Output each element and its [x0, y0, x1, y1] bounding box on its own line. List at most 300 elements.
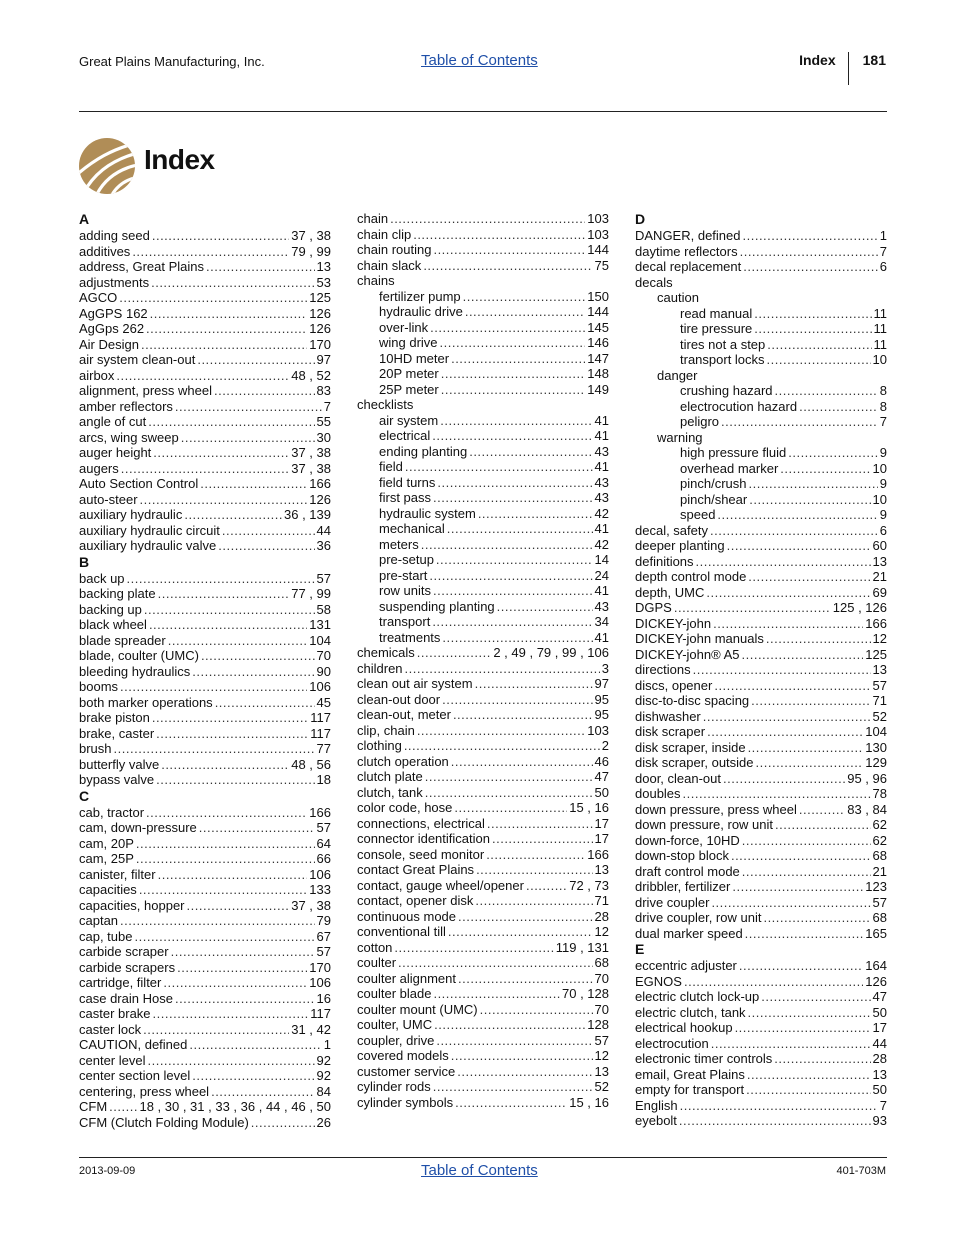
index-page-ref[interactable]: 104: [309, 632, 331, 648]
index-entry[interactable]: [635, 538, 887, 554]
index-page-ref[interactable]: 43: [594, 443, 609, 459]
index-entry[interactable]: [635, 1113, 887, 1129]
index-page-ref[interactable]: 37 , 38: [291, 228, 331, 243]
index-page-ref[interactable]: 70: [594, 1001, 609, 1017]
index-page-ref[interactable]: 95: [594, 707, 609, 722]
index-page-ref[interactable]: 12: [872, 631, 887, 646]
index-entry[interactable]: [79, 1068, 331, 1084]
index-page-ref[interactable]: 126: [309, 305, 331, 321]
index-page-ref[interactable]: 2 , 49 , 79 , 99 , 106: [493, 645, 609, 660]
index-page-ref[interactable]: 41: [594, 412, 609, 428]
index-page-ref[interactable]: 28: [594, 908, 609, 924]
index-page-ref[interactable]: 1: [879, 228, 887, 243]
index-page-ref[interactable]: 123: [865, 879, 887, 894]
index-entry[interactable]: [357, 986, 609, 1002]
index-page-ref[interactable]: 119 , 131: [555, 939, 609, 955]
index-entry[interactable]: [79, 664, 331, 680]
index-page-ref[interactable]: 166: [309, 476, 331, 491]
index-page-ref[interactable]: 133: [309, 882, 331, 897]
index-page-ref[interactable]: 41: [594, 629, 609, 645]
index-page-ref[interactable]: 41: [594, 583, 609, 598]
index-entry[interactable]: [635, 693, 887, 709]
index-page-ref[interactable]: 70: [316, 648, 331, 663]
index-page-ref[interactable]: 44: [872, 1035, 887, 1051]
index-entry[interactable]: [357, 955, 609, 971]
index-entry[interactable]: [635, 989, 887, 1005]
index-entry[interactable]: [635, 399, 887, 415]
index-page-ref[interactable]: 48 , 56: [291, 756, 331, 772]
index-entry[interactable]: [79, 1084, 331, 1100]
index-page-ref[interactable]: 7: [879, 243, 887, 259]
index-page-ref[interactable]: 97: [594, 676, 609, 691]
index-page-ref[interactable]: 24: [594, 567, 609, 583]
index-entry[interactable]: [635, 771, 887, 787]
index-entry[interactable]: [357, 382, 609, 398]
index-page-ref[interactable]: 78: [872, 786, 887, 801]
index-page-ref[interactable]: 37 , 38: [291, 460, 331, 476]
index-entry[interactable]: [635, 445, 887, 461]
index-page-ref[interactable]: 10: [872, 352, 887, 367]
index-page-ref[interactable]: 72 , 73: [569, 877, 609, 893]
index-entry[interactable]: [635, 1067, 887, 1083]
index-entry[interactable]: [357, 816, 609, 832]
index-entry[interactable]: [635, 786, 887, 802]
index-entry[interactable]: [357, 785, 609, 801]
index-entry[interactable]: [79, 586, 331, 602]
index-page-ref[interactable]: 128: [587, 1017, 609, 1032]
index-page-ref[interactable]: 15 , 16: [569, 1094, 609, 1110]
index-page-ref[interactable]: 144: [587, 242, 609, 257]
index-entry[interactable]: [357, 847, 609, 863]
index-entry[interactable]: [357, 676, 609, 692]
index-page-ref[interactable]: 125: [865, 646, 887, 662]
index-entry[interactable]: [357, 630, 609, 646]
index-page-ref[interactable]: 44: [316, 522, 331, 538]
index-entry[interactable]: [357, 599, 609, 615]
index-page-ref[interactable]: 47: [872, 989, 887, 1004]
index-entry[interactable]: [635, 662, 887, 678]
index-page-ref[interactable]: 106: [309, 975, 331, 990]
index-page-ref[interactable]: 13: [594, 862, 609, 877]
index-entry[interactable]: [79, 523, 331, 539]
index-entry[interactable]: [635, 724, 887, 740]
index-entry[interactable]: [635, 461, 887, 477]
index-page-ref[interactable]: 79 , 99: [291, 243, 331, 259]
index-entry[interactable]: [79, 929, 331, 945]
index-entry[interactable]: [357, 878, 609, 894]
index-entry[interactable]: [79, 476, 331, 492]
index-page-ref[interactable]: 70: [594, 970, 609, 986]
index-page-ref[interactable]: 18: [316, 772, 331, 787]
index-page-ref[interactable]: 52: [872, 708, 887, 724]
index-page-ref[interactable]: 16: [316, 990, 331, 1006]
index-page-ref[interactable]: 146: [587, 335, 609, 350]
index-page-ref[interactable]: 28: [872, 1051, 887, 1066]
index-page-ref[interactable]: 8: [879, 398, 887, 414]
index-entry[interactable]: [357, 1002, 609, 1018]
index-entry[interactable]: [357, 475, 609, 491]
index-page-ref[interactable]: 50: [872, 1082, 887, 1097]
index-page-ref[interactable]: 36: [316, 538, 331, 553]
index-entry[interactable]: [635, 709, 887, 725]
index-entry[interactable]: [79, 1099, 331, 1115]
index-page-ref[interactable]: 67: [316, 928, 331, 944]
index-page-ref[interactable]: 42: [594, 536, 609, 552]
index-entry[interactable]: [79, 913, 331, 929]
index-page-ref[interactable]: 43: [594, 474, 609, 490]
index-page-ref[interactable]: 41: [594, 459, 609, 474]
index-entry[interactable]: [357, 506, 609, 522]
index-page-ref[interactable]: 31 , 42: [291, 1021, 331, 1037]
index-page-ref[interactable]: 129: [865, 755, 887, 770]
index-entry[interactable]: [357, 738, 609, 754]
index-entry[interactable]: [79, 695, 331, 711]
index-page-ref[interactable]: 3: [601, 660, 609, 676]
index-entry[interactable]: [357, 258, 609, 274]
toc-link-header[interactable]: Table of Contents: [421, 52, 538, 69]
index-page-ref[interactable]: 117: [310, 1006, 331, 1021]
index-entry[interactable]: [635, 337, 887, 353]
index-page-ref[interactable]: 75: [594, 257, 609, 273]
index-page-ref[interactable]: 10: [872, 460, 887, 476]
index-entry[interactable]: [357, 490, 609, 506]
index-entry[interactable]: [635, 910, 887, 926]
index-entry[interactable]: [357, 909, 609, 925]
index-page-ref[interactable]: 60: [872, 538, 887, 553]
index-entry[interactable]: [79, 414, 331, 430]
index-page-ref[interactable]: 45: [316, 694, 331, 710]
index-entry[interactable]: [79, 602, 331, 618]
index-page-ref[interactable]: 13: [872, 1066, 887, 1082]
index-page-ref[interactable]: 37 , 38: [291, 445, 331, 460]
index-page-ref[interactable]: 103: [587, 722, 609, 738]
index-entry[interactable]: [357, 754, 609, 770]
index-entry[interactable]: [635, 523, 887, 539]
index-entry[interactable]: [635, 1098, 887, 1114]
index-page-ref[interactable]: 166: [865, 615, 887, 631]
index-entry[interactable]: [357, 614, 609, 630]
index-page-ref[interactable]: 30: [316, 429, 331, 445]
index-page-ref[interactable]: 131: [309, 617, 331, 632]
index-entry[interactable]: [635, 833, 887, 849]
index-entry[interactable]: [357, 289, 609, 305]
index-entry[interactable]: [357, 1048, 609, 1064]
index-page-ref[interactable]: 57: [594, 1032, 609, 1048]
index-page-ref[interactable]: 57: [316, 820, 331, 835]
index-entry[interactable]: [79, 1115, 331, 1131]
index-entry[interactable]: [635, 244, 887, 260]
index-entry[interactable]: [357, 862, 609, 878]
index-page-ref[interactable]: 36 , 139: [284, 507, 331, 522]
index-page-ref[interactable]: 26: [316, 1114, 331, 1130]
index-page-ref[interactable]: 1: [323, 1037, 331, 1052]
index-entry[interactable]: [635, 958, 887, 974]
index-entry[interactable]: [635, 755, 887, 771]
index-page-ref[interactable]: 68: [872, 848, 887, 863]
index-page-ref[interactable]: 70 , 128: [562, 986, 609, 1001]
index-page-ref[interactable]: 71: [594, 893, 609, 908]
index-entry[interactable]: [357, 552, 609, 568]
index-page-ref[interactable]: 83 , 84: [847, 801, 887, 817]
index-page-ref[interactable]: 170: [309, 336, 331, 352]
index-page-ref[interactable]: 6: [879, 259, 887, 274]
index-entry[interactable]: [79, 368, 331, 384]
index-entry[interactable]: [79, 741, 331, 757]
index-page-ref[interactable]: 103: [587, 211, 609, 226]
index-entry[interactable]: [79, 507, 331, 523]
index-page-ref[interactable]: 6: [879, 522, 887, 538]
index-page-ref[interactable]: 57: [316, 944, 331, 959]
index-page-ref[interactable]: 12: [594, 924, 609, 939]
index-page-ref[interactable]: 104: [865, 724, 887, 739]
index-page-ref[interactable]: 71: [872, 693, 887, 708]
index-entry[interactable]: [79, 898, 331, 914]
index-entry[interactable]: [79, 648, 331, 664]
index-entry[interactable]: [79, 306, 331, 322]
index-entry[interactable]: [79, 430, 331, 446]
index-entry[interactable]: [79, 399, 331, 415]
index-page-ref[interactable]: 34: [594, 614, 609, 629]
index-page-ref[interactable]: 57: [872, 894, 887, 910]
index-entry[interactable]: [635, 259, 887, 275]
index-entry[interactable]: [79, 383, 331, 399]
index-page-ref[interactable]: 50: [872, 1004, 887, 1020]
index-page-ref[interactable]: 10: [872, 491, 887, 507]
index-entry[interactable]: [357, 723, 609, 739]
index-entry[interactable]: [357, 769, 609, 785]
index-entry[interactable]: [79, 321, 331, 337]
index-entry[interactable]: [635, 228, 887, 244]
index-entry[interactable]: [357, 459, 609, 475]
index-entry[interactable]: [635, 740, 887, 756]
index-entry[interactable]: [79, 805, 331, 821]
index-entry[interactable]: [635, 306, 887, 322]
index-page-ref[interactable]: 2: [601, 738, 609, 753]
index-page-ref[interactable]: 46: [594, 753, 609, 769]
index-entry[interactable]: [635, 585, 887, 601]
index-page-ref[interactable]: 48 , 52: [291, 367, 331, 383]
index-entry[interactable]: [79, 571, 331, 587]
index-page-ref[interactable]: 84: [316, 1083, 331, 1099]
index-entry[interactable]: [79, 259, 331, 275]
index-entry[interactable]: [635, 864, 887, 880]
index-entry[interactable]: [635, 600, 887, 616]
index-page-ref[interactable]: 147: [587, 350, 609, 366]
index-entry[interactable]: [79, 820, 331, 836]
index-page-ref[interactable]: 17: [594, 815, 609, 831]
index-page-ref[interactable]: 144: [587, 304, 609, 319]
index-page-ref[interactable]: 126: [309, 491, 331, 507]
index-page-ref[interactable]: 150: [587, 288, 609, 304]
index-entry[interactable]: [79, 851, 331, 867]
index-page-ref[interactable]: 106: [309, 866, 331, 882]
index-entry[interactable]: [357, 831, 609, 847]
index-page-ref[interactable]: 37 , 38: [291, 897, 331, 913]
index-page-ref[interactable]: 57: [872, 677, 887, 693]
index-entry[interactable]: [635, 817, 887, 833]
index-entry[interactable]: [635, 848, 887, 864]
index-entry[interactable]: [357, 1064, 609, 1080]
index-entry[interactable]: [357, 924, 609, 940]
index-entry[interactable]: [357, 971, 609, 987]
index-entry[interactable]: [635, 1082, 887, 1098]
index-entry[interactable]: [79, 726, 331, 742]
index-page-ref[interactable]: 164: [865, 958, 887, 973]
index-page-ref[interactable]: 68: [872, 910, 887, 925]
index-page-ref[interactable]: 7: [323, 398, 331, 414]
index-entry[interactable]: [357, 893, 609, 909]
index-entry[interactable]: [357, 304, 609, 320]
index-entry[interactable]: [357, 1017, 609, 1033]
index-entry[interactable]: [357, 211, 609, 227]
index-entry[interactable]: [357, 351, 609, 367]
index-page-ref[interactable]: 95 , 96: [847, 770, 887, 786]
index-entry[interactable]: [635, 569, 887, 585]
index-entry[interactable]: [79, 445, 331, 461]
index-entry[interactable]: [357, 692, 609, 708]
index-page-ref[interactable]: 92: [316, 1068, 331, 1083]
index-page-ref[interactable]: 77 , 99: [291, 586, 331, 601]
index-page-ref[interactable]: 68: [594, 955, 609, 970]
index-page-ref[interactable]: 83: [316, 383, 331, 398]
index-entry[interactable]: [79, 836, 331, 852]
index-entry[interactable]: [357, 707, 609, 723]
index-page-ref[interactable]: 125 , 126: [832, 600, 887, 615]
index-page-ref[interactable]: 11: [873, 305, 887, 321]
index-page-ref[interactable]: 11: [873, 336, 887, 352]
index-entry[interactable]: [79, 991, 331, 1007]
index-entry[interactable]: [79, 867, 331, 883]
index-page-ref[interactable]: 62: [872, 832, 887, 848]
index-page-ref[interactable]: 41: [594, 428, 609, 443]
index-entry[interactable]: [357, 940, 609, 956]
index-entry[interactable]: [635, 678, 887, 694]
index-entry[interactable]: [79, 617, 331, 633]
index-page-ref[interactable]: 69: [872, 584, 887, 600]
index-entry[interactable]: [357, 583, 609, 599]
index-entry[interactable]: [357, 320, 609, 336]
index-entry[interactable]: [79, 679, 331, 695]
index-entry[interactable]: [79, 352, 331, 368]
index-page-ref[interactable]: 165: [865, 925, 887, 941]
index-entry[interactable]: [635, 554, 887, 570]
index-page-ref[interactable]: 126: [309, 321, 331, 336]
index-entry[interactable]: [635, 476, 887, 492]
index-page-ref[interactable]: 125: [309, 290, 331, 305]
index-page-ref[interactable]: 12: [594, 1048, 609, 1063]
index-page-ref[interactable]: 47: [594, 769, 609, 784]
index-entry[interactable]: [79, 882, 331, 898]
index-page-ref[interactable]: 7: [879, 1097, 887, 1113]
index-entry[interactable]: [79, 960, 331, 976]
index-page-ref[interactable]: 9: [879, 476, 887, 491]
index-entry[interactable]: [357, 1079, 609, 1095]
index-entry[interactable]: [635, 352, 887, 368]
index-page-ref[interactable]: 93: [872, 1113, 887, 1128]
index-entry[interactable]: [357, 366, 609, 382]
index-page-ref[interactable]: 52: [594, 1079, 609, 1094]
index-entry[interactable]: [79, 1006, 331, 1022]
index-entry[interactable]: [635, 321, 887, 337]
index-entry[interactable]: [79, 944, 331, 960]
index-entry[interactable]: [79, 228, 331, 244]
index-page-ref[interactable]: 66: [316, 851, 331, 866]
index-entry[interactable]: [357, 537, 609, 553]
index-page-ref[interactable]: 95: [594, 691, 609, 707]
index-page-ref[interactable]: 92: [316, 1052, 331, 1068]
index-page-ref[interactable]: 126: [865, 973, 887, 989]
index-page-ref[interactable]: 17: [872, 1020, 887, 1035]
index-entry[interactable]: [79, 337, 331, 353]
index-page-ref[interactable]: 13: [316, 259, 331, 274]
index-page-ref[interactable]: 90: [316, 663, 331, 679]
index-entry[interactable]: [635, 507, 887, 523]
index-entry[interactable]: [79, 290, 331, 306]
index-entry[interactable]: [635, 879, 887, 895]
index-page-ref[interactable]: 64: [316, 835, 331, 851]
index-page-ref[interactable]: 13: [872, 553, 887, 569]
index-page-ref[interactable]: 117: [310, 725, 331, 741]
index-entry[interactable]: [79, 757, 331, 773]
index-page-ref[interactable]: 17: [594, 831, 609, 846]
index-page-ref[interactable]: 130: [865, 739, 887, 755]
index-entry[interactable]: [635, 1036, 887, 1052]
index-page-ref[interactable]: 79: [316, 913, 331, 928]
index-entry[interactable]: [357, 521, 609, 537]
index-entry[interactable]: [79, 975, 331, 991]
index-entry[interactable]: [357, 1033, 609, 1049]
index-page-ref[interactable]: 13: [594, 1063, 609, 1079]
index-page-ref[interactable]: 14: [594, 552, 609, 567]
index-entry[interactable]: [635, 1005, 887, 1021]
index-entry[interactable]: [357, 335, 609, 351]
index-page-ref[interactable]: 15 , 16: [569, 800, 609, 815]
index-entry[interactable]: [79, 461, 331, 477]
index-page-ref[interactable]: 53: [316, 274, 331, 290]
index-entry[interactable]: [79, 244, 331, 260]
index-page-ref[interactable]: 103: [587, 226, 609, 242]
index-page-ref[interactable]: 8: [879, 383, 887, 398]
index-entry[interactable]: [635, 492, 887, 508]
index-entry[interactable]: [635, 1051, 887, 1067]
index-entry[interactable]: [357, 242, 609, 258]
index-entry[interactable]: [79, 275, 331, 291]
index-entry[interactable]: [79, 1037, 331, 1053]
index-entry[interactable]: [79, 1022, 331, 1038]
toc-link-footer[interactable]: Table of Contents: [421, 1162, 538, 1179]
index-page-ref[interactable]: 13: [872, 662, 887, 677]
index-entry[interactable]: [357, 800, 609, 816]
index-entry[interactable]: [635, 1020, 887, 1036]
index-entry[interactable]: [357, 413, 609, 429]
index-entry[interactable]: [357, 227, 609, 243]
index-page-ref[interactable]: 9: [879, 507, 887, 522]
index-page-ref[interactable]: 117: [310, 710, 331, 725]
index-page-ref[interactable]: 170: [309, 959, 331, 975]
index-entry[interactable]: [357, 568, 609, 584]
index-entry[interactable]: [635, 631, 887, 647]
index-entry[interactable]: [635, 974, 887, 990]
index-page-ref[interactable]: 43: [594, 490, 609, 505]
index-page-ref[interactable]: 18 , 30 , 31 , 33 , 36 , 44 , 46 , 50: [139, 1099, 331, 1114]
index-entry[interactable]: [357, 1095, 609, 1111]
index-entry[interactable]: [635, 414, 887, 430]
index-entry[interactable]: [79, 710, 331, 726]
index-entry[interactable]: [357, 428, 609, 444]
index-page-ref[interactable]: 166: [587, 846, 609, 862]
index-page-ref[interactable]: 50: [594, 784, 609, 800]
index-entry[interactable]: [79, 772, 331, 788]
